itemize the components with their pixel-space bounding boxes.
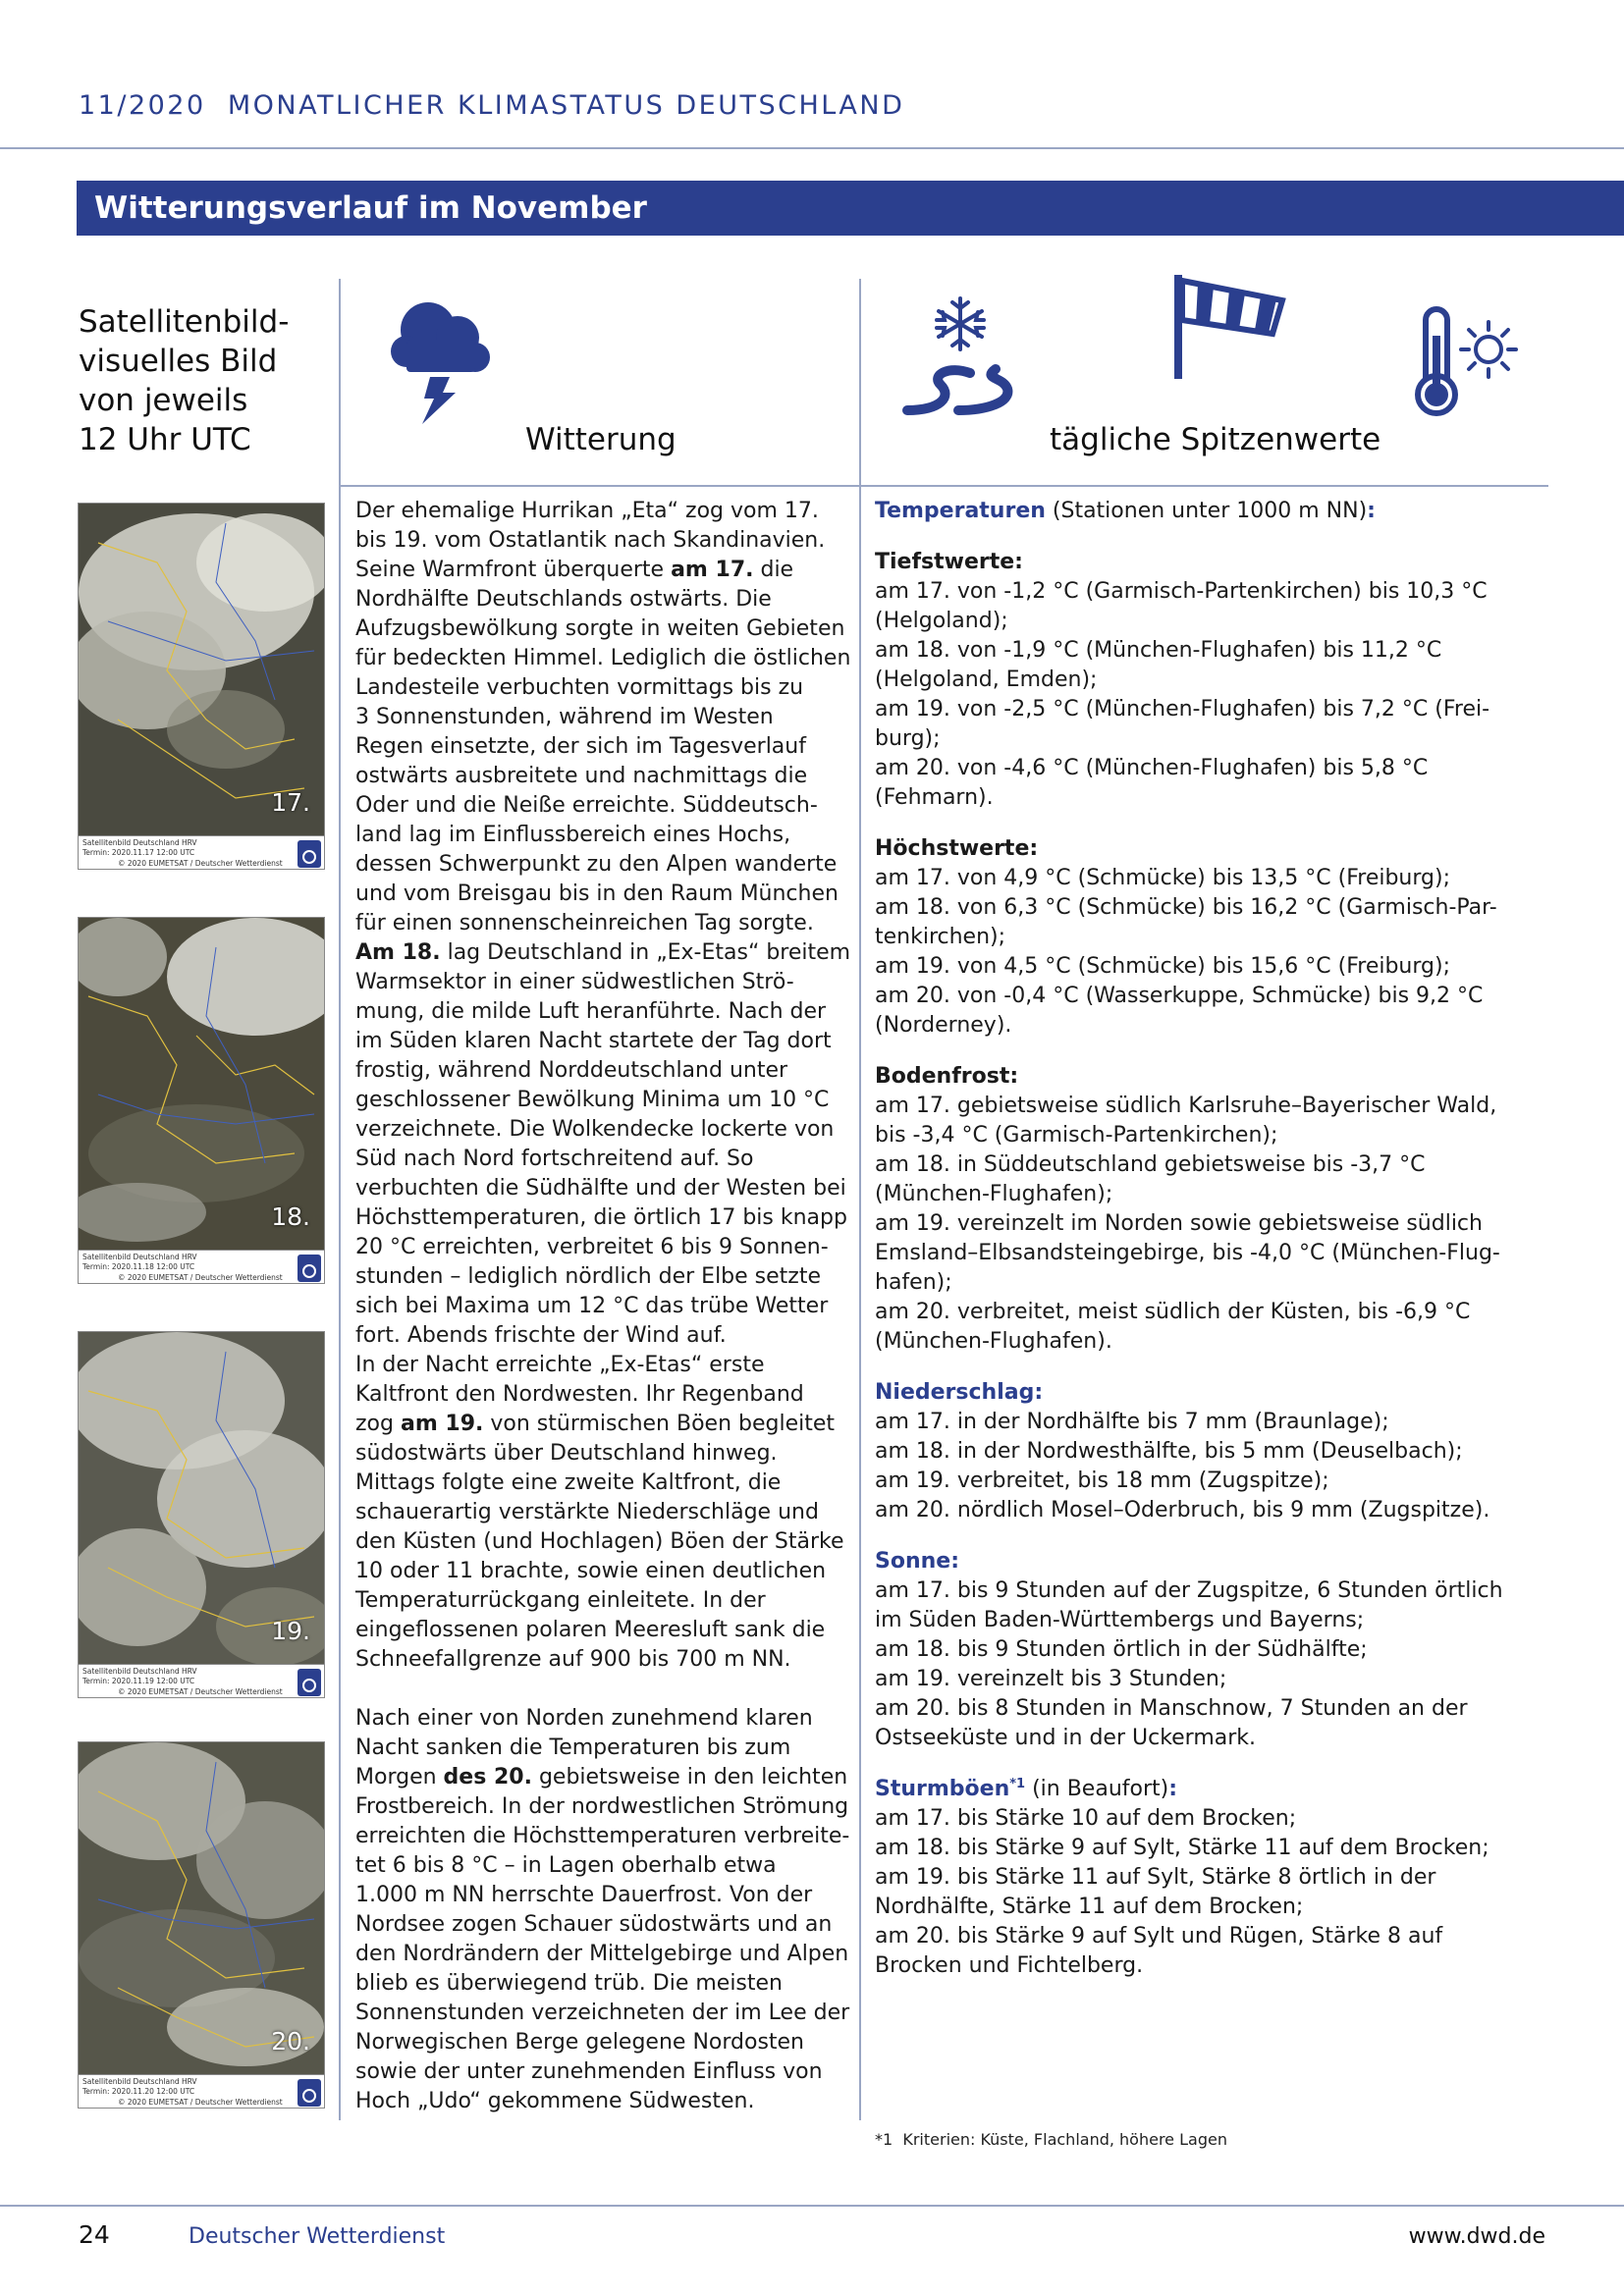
text-line: Frostbereich. In der nordwestlichen Strömung (355, 1794, 849, 1819)
text-line: (Helgoland, Emden); (875, 667, 1098, 692)
text-line: tenkirchen); (875, 925, 1006, 949)
text-line: hafen); (875, 1270, 952, 1295)
text-line: Höchsttemperaturen, die örtlich 17 bis knapp (355, 1205, 847, 1230)
text-line: eingeflossenen polaren Meeresluft sank die (355, 1618, 826, 1642)
text-line: am 17. bis 9 Stunden auf der Zugspitze, 6 Stunden örtlich (875, 1578, 1503, 1603)
text-run: von stürmischen Böen begleitet (483, 1412, 836, 1436)
satellite-credit-line: Termin: 2020.11.17 12:00 UTC (82, 848, 195, 857)
text-line: für einen sonnenscheinreichen Tag sorgte. (355, 911, 814, 935)
text-line: Landesteile verbuchten vormittags bis zu (355, 675, 804, 700)
satellite-scene (79, 1332, 324, 1664)
text-line: am 17. gebietsweise südlich Karlsruhe–Bayerischer Wald, (875, 1094, 1497, 1118)
satellite-day-label: 20. (271, 2027, 310, 2056)
tiefstwerte-heading: Tiefstwerte: (875, 550, 1023, 574)
satellite-image-17 (78, 503, 325, 870)
text-line: Warmsektor in einer südwestlichen Strö- (355, 970, 794, 994)
satellite-caption-line: visuelles Bild (79, 344, 278, 379)
text-line (355, 556, 846, 585)
text-line: am 19. verbreitet, bis 18 mm (Zugspitze); (875, 1468, 1329, 1493)
text-line: südostwärts über Deutschland hinweg. (355, 1441, 778, 1466)
satellite-credit-line: Termin: 2020.11.19 12:00 UTC (82, 1677, 195, 1685)
temperature-heading: Temperaturen (875, 499, 1046, 523)
text-line: am 19. von 4,5 °C (Schmücke) bis 15,6 °C (Freiburg); (875, 954, 1450, 979)
header-divider (0, 147, 1624, 149)
text-line: am 20. nördlich Mosel–Oderbruch, bis 9 mm (Zugspitze). (875, 1498, 1490, 1522)
bodenfrost-heading: Bodenfrost: (875, 1064, 1019, 1089)
column-divider-2 (859, 279, 861, 2120)
text-line: (Helgoland); (875, 609, 1008, 633)
text-run: Morgen (355, 1765, 444, 1789)
date-emphasis: Am 18. (355, 940, 441, 965)
text-line: im Süden Baden-Württembergs und Bayerns; (875, 1608, 1365, 1632)
text-line: fort. Abends frischte der Wind auf. (355, 1323, 727, 1348)
header-title: 11/2020 MONATLICHER KLIMASTATUS DEUTSCHLAND (79, 90, 905, 121)
date-emphasis: des 20. (443, 1765, 532, 1789)
text-line: burg); (875, 726, 941, 751)
text-line: für bedeckten Himmel. Lediglich die östlichen (355, 646, 851, 670)
satellite-credit (79, 835, 324, 870)
text-line: Schneefallgrenze auf 900 bis 700 m NN. (355, 1647, 791, 1672)
text-line: den Küsten (und Hochlagen) Böen der Stärke (355, 1529, 844, 1554)
text-line: ostwärts ausbreitete und nachmittags die (355, 764, 808, 788)
satellite-credit-line: © 2020 EUMETSAT / Deutscher Wetterdienst (118, 1687, 283, 1696)
satellite-credit-line: Satellitenbild Deutschland HRV (82, 1253, 197, 1261)
text-line: Der ehemalige Hurrikan „Eta“ zog vom 17. (355, 499, 819, 523)
text-line: Aufzugsbewölkung sorgte in weiten Gebieten (355, 616, 845, 641)
text-line: bis -3,4 °C (Garmisch-Partenkirchen); (875, 1123, 1278, 1148)
date-emphasis: am 19. (400, 1412, 484, 1436)
dwd-logo-icon (298, 840, 321, 868)
text-line: am 18. in der Nordwesthälfte, bis 5 mm (Deuselbach); (875, 1439, 1463, 1464)
section-title: Witterungsverlauf im November (94, 190, 647, 226)
text-line: verbuchten die Südhälfte und der Westen bei (355, 1176, 846, 1201)
text-line: 10 oder 11 brachte, sowie einen deutlichen (355, 1559, 827, 1583)
text-line: Nordhälfte, Stärke 11 auf dem Brocken; (875, 1895, 1304, 1919)
niederschlag-heading: Niederschlag: (875, 1380, 1044, 1405)
weather-narrative (355, 497, 851, 2116)
text-line: am 20. von -0,4 °C (Wasserkuppe, Schmücke) bis 9,2 °C (875, 984, 1484, 1008)
snow-road-icon (901, 294, 1019, 418)
satellite-caption-line: 12 Uhr UTC (79, 422, 251, 457)
text-line: am 18. in Süddeutschland gebietsweise bis -3,7 °C (875, 1152, 1426, 1177)
text-line: Norwegischen Berge gelegene Nordosten (355, 2030, 805, 2055)
text-line (355, 1410, 846, 1439)
text-line: Oder und die Neiße erreichte. Süddeutsch- (355, 793, 818, 818)
text-run: zog (355, 1412, 401, 1436)
satellite-credit-line: Satellitenbild Deutschland HRV (82, 838, 197, 847)
satellite-day-label: 19. (271, 1617, 310, 1645)
satellite-day-label: 17. (271, 788, 310, 817)
text-line: (München-Flughafen). (875, 1329, 1112, 1354)
date-emphasis: am 17. (671, 558, 754, 582)
text-run: gebietsweise in den leichten (531, 1765, 848, 1789)
text-line: bis 19. vom Ostatlantik nach Skandinavien. (355, 528, 826, 553)
text-line: und vom Breisgau bis in den Raum München (355, 881, 839, 906)
footer-organization: Deutscher Wetterdienst (189, 2224, 446, 2249)
temperature-note: (Stationen unter 1000 m NN) (1045, 499, 1368, 523)
text-line: sich bei Maxima um 12 °C das trübe Wetter (355, 1294, 829, 1318)
satellite-caption-line: von jeweils (79, 383, 248, 418)
text-line: am 19. von -2,5 °C (München-Flughafen) bis 7,2 °C (Frei- (875, 697, 1490, 721)
satellite-credit (79, 1250, 324, 1284)
sturmboeen-note: (in Beaufort) (1025, 1777, 1169, 1801)
heading-colon: : (1168, 1777, 1178, 1801)
hoechstwerte-heading: Höchstwerte: (875, 836, 1039, 861)
temperature-heading-line (875, 497, 1543, 526)
dwd-logo-icon (298, 1255, 321, 1282)
sonne-heading: Sonne: (875, 1549, 960, 1574)
text-line: am 18. bis 9 Stunden örtlich in der Südhälfte; (875, 1637, 1368, 1662)
text-line: tet 6 bis 8 °C – in Lagen oberhalb etwa (355, 1853, 777, 1878)
column-divider-1 (339, 279, 341, 2120)
weather-column-heading: Witterung (525, 422, 677, 457)
satellite-image-19 (78, 1331, 325, 1698)
satellite-caption-line: Satellitenbild- (79, 304, 290, 340)
text-line: Regen einsetzte, der sich im Tagesverlauf (355, 734, 806, 759)
satellite-credit-line: © 2020 EUMETSAT / Deutscher Wetterdienst (118, 1273, 283, 1282)
text-line (355, 1763, 846, 1792)
text-line: dessen Schwerpunkt zu den Alpen wanderte (355, 852, 838, 877)
text-run: die (753, 558, 794, 582)
text-line: Hoch „Udo“ gekommene Südwesten. (355, 2089, 755, 2113)
text-line: Temperaturrückgang einleitete. In der (355, 1588, 766, 1613)
text-line: blieb es überwiegend trüb. Die meisten (355, 1971, 783, 1996)
text-line: am 19. bis Stärke 11 auf Sylt, Stärke 8 örtlich in der (875, 1865, 1436, 1890)
text-run: Seine Warmfront überquerte (355, 558, 672, 582)
sturmboeen-heading: Sturmböen (875, 1777, 1010, 1801)
text-line: am 20. verbreitet, meist südlich der Küsten, bis -6,9 °C (875, 1300, 1471, 1324)
text-line: 20 °C erreichten, verbreitet 6 bis 9 Sonnen- (355, 1235, 829, 1259)
satellite-credit-line: Termin: 2020.11.20 12:00 UTC (82, 2087, 195, 2096)
satellite-image-20 (78, 1741, 325, 2109)
footnote: *1 Kriterien: Küste, Flachland, höhere Lagen (875, 2130, 1227, 2149)
text-line: am 20. von -4,6 °C (München-Flughafen) bis 5,8 °C (875, 756, 1429, 780)
text-line: Nacht sanken die Temperaturen bis zum (355, 1735, 791, 1760)
text-run: lag Deutschland in „Ex-Etas“ breitem (440, 940, 851, 965)
peak-values (875, 497, 1543, 1981)
thermometer-sun-icon (1400, 306, 1524, 418)
text-line: stunden – lediglich nördlich der Elbe setzte (355, 1264, 822, 1289)
text-line: frostig, während Norddeutschland unter (355, 1058, 788, 1083)
satellite-scene (79, 1742, 324, 2074)
satellite-credit-line: © 2020 EUMETSAT / Deutscher Wetterdienst (118, 859, 283, 868)
text-line: Süd nach Nord fortschreitend auf. So (355, 1147, 754, 1171)
satellite-credit-line: Satellitenbild Deutschland HRV (82, 1667, 197, 1676)
satellite-day-label: 18. (271, 1202, 310, 1231)
peaks-column-heading: tägliche Spitzenwerte (1050, 422, 1381, 457)
text-line: (München-Flughafen); (875, 1182, 1113, 1206)
satellite-credit (79, 2074, 324, 2109)
footer-divider (0, 2205, 1624, 2207)
text-line: 3 Sonnenstunden, während im Westen (355, 705, 774, 729)
text-line: am 17. bis Stärke 10 auf dem Brocken; (875, 1806, 1297, 1831)
text-line: erreichten die Höchsttemperaturen verbreite- (355, 1824, 850, 1848)
text-line: Brocken und Fichtelberg. (875, 1953, 1144, 1978)
text-line: In der Nacht erreichte „Ex-Etas“ erste (355, 1353, 765, 1377)
text-line: am 18. von 6,3 °C (Schmücke) bis 16,2 °C (Garmisch-Par- (875, 895, 1497, 920)
text-line: am 17. in der Nordhälfte bis 7 mm (Braunlage); (875, 1410, 1389, 1434)
text-line (355, 938, 851, 968)
text-line: am 17. von -1,2 °C (Garmisch-Partenkirchen) bis 10,3 °C (875, 579, 1488, 604)
text-line: Nordhälfte Deutschlands ostwärts. Die (355, 587, 772, 612)
text-line: den Nordrändern der Mittelgebirge und Alpen (355, 1942, 849, 1966)
text-line: mung, die milde Luft heranführte. Nach der (355, 999, 827, 1024)
satellite-scene (79, 918, 324, 1250)
text-line: geschlossener Bewölkung Minima um 10 °C (355, 1088, 830, 1112)
text-line: am 17. von 4,9 °C (Schmücke) bis 13,5 °C (Freiburg); (875, 866, 1450, 890)
text-line: am 18. bis Stärke 9 auf Sylt, Stärke 11 auf dem Brocken; (875, 1836, 1489, 1860)
text-line: sowie der unter zunehmenden Einfluss von (355, 2059, 823, 2084)
satellite-credit-line: Termin: 2020.11.18 12:00 UTC (82, 1262, 195, 1271)
text-line: am 19. vereinzelt im Norden sowie gebietsweise südlich (875, 1211, 1483, 1236)
text-line: Emsland–Elbsandsteingebirge, bis -4,0 °C (München-Flug- (875, 1241, 1500, 1265)
text-line: Sonnenstunden verzeichneten der im Lee der (355, 2001, 850, 2025)
text-line: Kaltfront den Nordwesten. Ihr Regenband (355, 1382, 804, 1407)
text-line: Nordsee zogen Schauer südostwärts und an (355, 1912, 833, 1937)
section-bar (77, 181, 1624, 236)
footnote-marker: *1 (1009, 1777, 1026, 1791)
header-row-divider (339, 485, 1548, 487)
satellite-credit-line: © 2020 EUMETSAT / Deutscher Wetterdienst (118, 2098, 283, 2107)
text-line: land lag im Einflussbereich eines Hochs, (355, 823, 791, 847)
page-number: 24 (79, 2220, 110, 2249)
text-line: am 18. von -1,9 °C (München-Flughafen) bis 11,2 °C (875, 638, 1442, 663)
satellite-credit (79, 1664, 324, 1698)
text-line: schauerartig verstärkte Niederschläge und (355, 1500, 819, 1524)
satellite-column-caption (79, 302, 289, 459)
windsock-icon (1170, 273, 1292, 381)
text-line: am 19. vereinzelt bis 3 Stunden; (875, 1667, 1227, 1691)
dwd-logo-icon (298, 1669, 321, 1696)
satellite-credit-line: Satellitenbild Deutschland HRV (82, 2077, 197, 2086)
text-line: 1.000 m NN herrschte Dauerfrost. Von der (355, 1883, 813, 1907)
text-line: am 20. bis 8 Stunden in Manschnow, 7 Stunden an der (875, 1696, 1468, 1721)
satellite-scene (79, 504, 324, 835)
thundercloud-icon (389, 291, 493, 424)
text-line: am 20. bis Stärke 9 auf Sylt und Rügen, Stärke 8 auf (875, 1924, 1443, 1949)
text-line: (Fehmarn). (875, 785, 994, 810)
text-line: Nach einer von Norden zunehmend klaren (355, 1706, 813, 1731)
text-line: verzeichnete. Die Wolkendecke lockerte von (355, 1117, 835, 1142)
footer-website-link[interactable]: www.dwd.de (1408, 2224, 1545, 2249)
text-line: Ostseeküste und in der Uckermark. (875, 1726, 1257, 1750)
dwd-logo-icon (298, 2079, 321, 2107)
text-line: Mittags folgte eine zweite Kaltfront, die (355, 1470, 782, 1495)
text-line: (Norderney). (875, 1013, 1012, 1038)
satellite-image-18 (78, 917, 325, 1284)
sturmboeen-heading-line (875, 1775, 1543, 1804)
heading-colon: : (1367, 499, 1376, 523)
text-line: im Süden klaren Nacht startete der Tag dort (355, 1029, 832, 1053)
